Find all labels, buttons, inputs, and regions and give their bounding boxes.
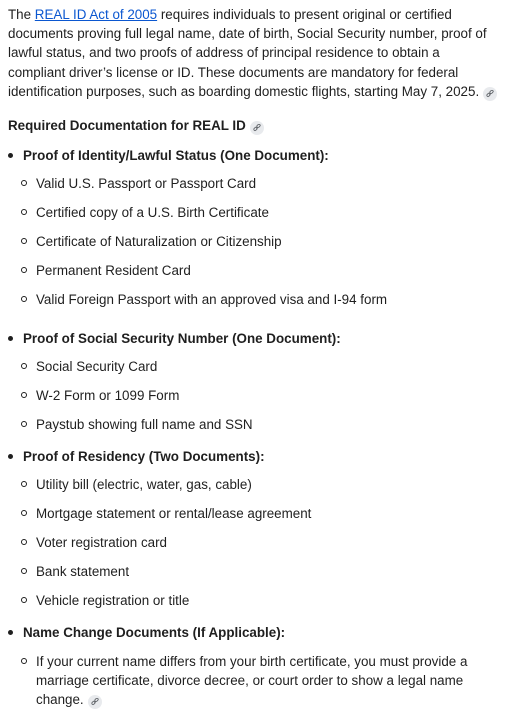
item-list — [8, 357, 498, 444]
list-item: If your current name differs from your birth certificate, you must provide a marriage certificate, divorce decree, or court order to show a legal name change. — [8, 652, 498, 709]
list-item: Vehicle registration or title — [8, 591, 498, 620]
list-item: Certificate of Naturalization or Citizenship — [8, 232, 498, 261]
section-title: Proof of Residency (Two Documents): — [8, 447, 498, 466]
list-item: Utility bill (electric, water, gas, cable) — [8, 475, 498, 504]
intro-paragraph — [8, 5, 498, 101]
list-item: W-2 Form or 1099 Form — [8, 386, 498, 415]
section-heading: Required Documentation for REAL ID — [8, 116, 498, 135]
list-item: Permanent Resident Card — [8, 261, 498, 290]
requirements-list — [8, 146, 498, 709]
item-list — [8, 174, 498, 319]
intro-text: requires individuals to present original or certified documents proving full legal name, date of birth, Social Security number, proof of lawful status, and two proofs of address of principal residence to obtain a compliant driver’s license or ID. These documents are mandatory for federal identification purposes, such as boarding domestic flights, starting May 7, 2025. — [8, 7, 487, 99]
real-id-act-link[interactable]: REAL ID Act of 2005 — [34, 7, 158, 22]
list-item: Valid Foreign Passport with an approved visa and I-94 form — [8, 290, 498, 319]
section-title: Proof of Social Security Number (One Document): — [8, 329, 498, 348]
link-icon[interactable] — [250, 121, 264, 135]
section-name-change — [8, 623, 498, 709]
section-title: Name Change Documents (If Applicable): — [8, 623, 498, 642]
list-item: Social Security Card — [8, 357, 498, 386]
list-item: Bank statement — [8, 562, 498, 591]
link-icon[interactable] — [483, 87, 497, 101]
list-item: Paystub showing full name and SSN — [8, 415, 498, 444]
item-list — [8, 475, 498, 620]
list-item: Voter registration card — [8, 533, 498, 562]
list-item: Valid U.S. Passport or Passport Card — [8, 174, 498, 203]
section-ssn — [8, 329, 498, 447]
section-residency — [8, 447, 498, 623]
section-identity — [8, 146, 498, 329]
link-icon[interactable] — [88, 695, 102, 709]
list-item: Certified copy of a U.S. Birth Certificate — [8, 203, 498, 232]
section-title: Proof of Identity/Lawful Status (One Document): — [8, 146, 498, 165]
intro-prefix: The — [8, 7, 35, 22]
item-list — [8, 652, 498, 709]
list-item: Mortgage statement or rental/lease agreement — [8, 504, 498, 533]
